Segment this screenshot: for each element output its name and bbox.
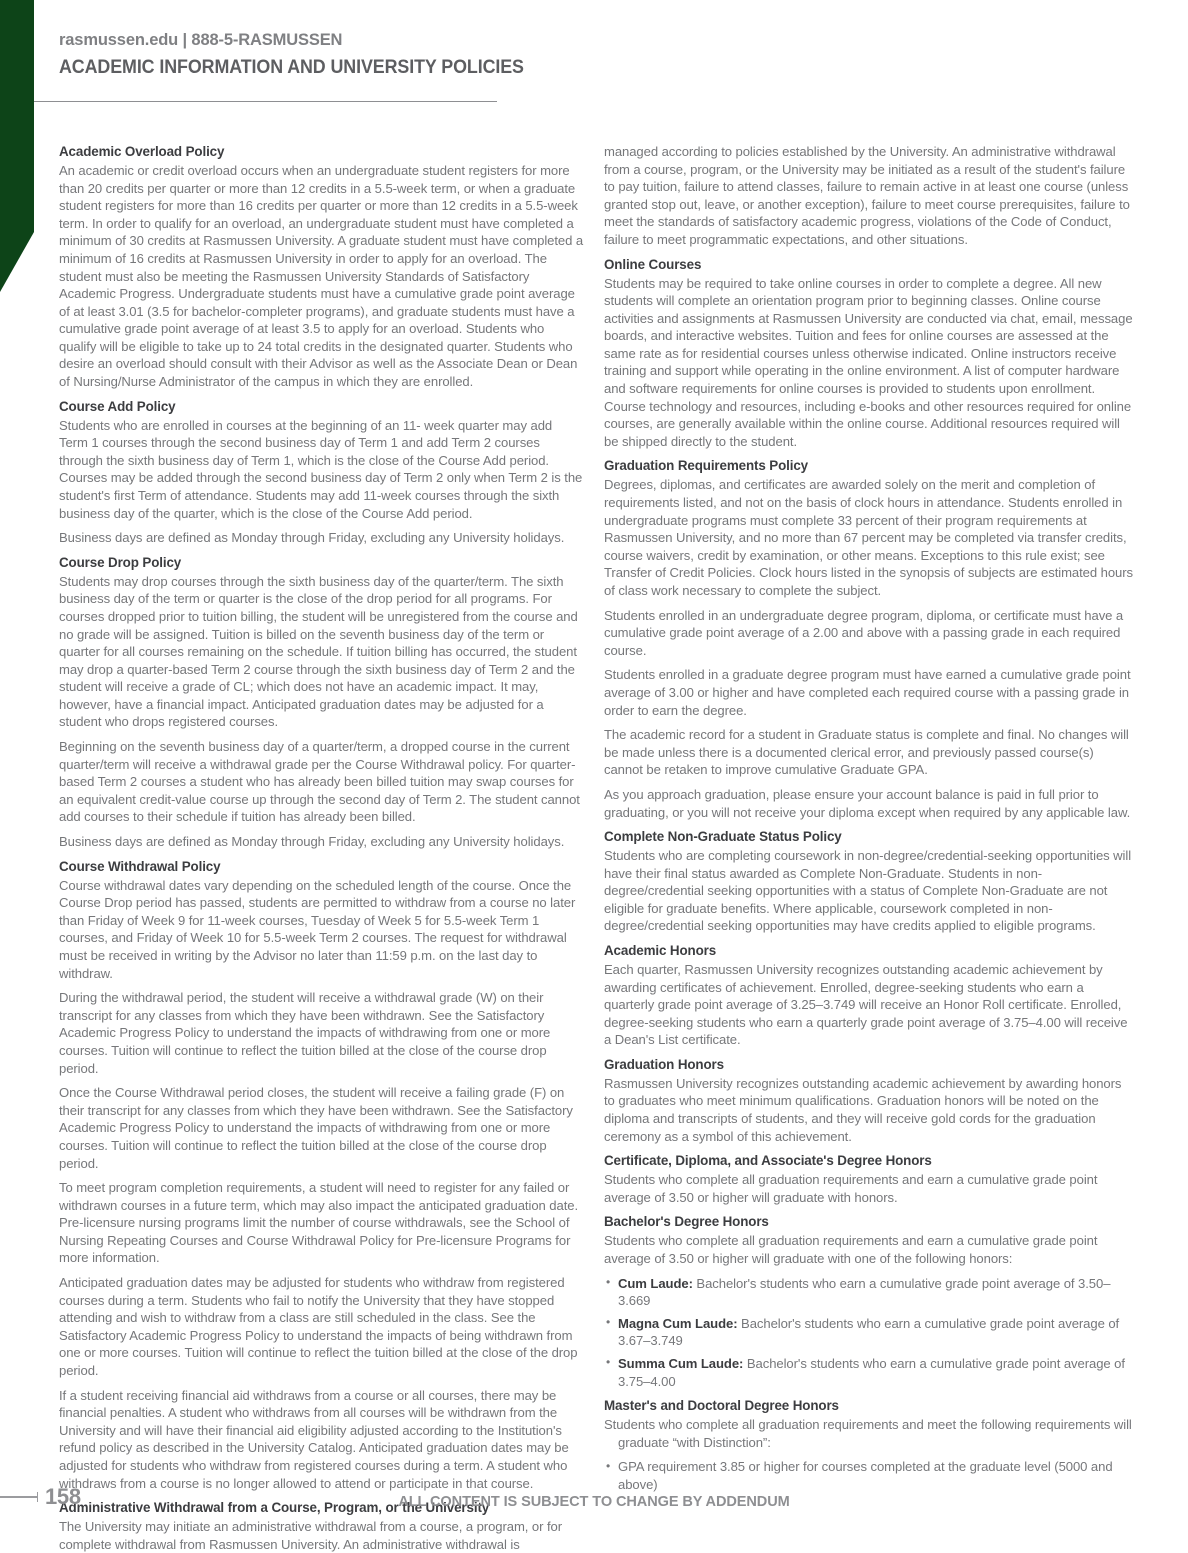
paragraph: Students who complete all graduation requirements and earn a cumulative grade point average of 3.50 or higher will graduate with honors. (604, 1172, 1098, 1205)
paragraph: The University may initiate an administrative withdrawal from a course, a program, or for complete withdrawal from Rasmussen University. An administrative withdrawal is (59, 1519, 563, 1552)
paragraph: To meet program completion requirements, a student will need to register for any failed or withdrawn courses in a future term, which may also impact the anticipated graduation date. Pre-licensure nursing programs limit the number of course withdrawals, see the School of Nursing Repeating Courses and Course Withdrawal Policy for Pre-licensure Programs for more information. (59, 1180, 579, 1266)
header-divider (34, 101, 497, 102)
paragraph: Students who complete all graduation requirements and earn a cumulative grade point average of 3.50 or higher will graduate with one of the following honors: (604, 1233, 1098, 1266)
header-contact-line: rasmussen.edu | 888-5-RASMUSSEN (59, 31, 343, 49)
section-heading-course-withdrawal-policy: Course Withdrawal Policy (59, 858, 221, 874)
left-column (59, 143, 584, 1553)
paragraph: Once the Course Withdrawal period closes, the student will receive a failing grade (F) on their transcript for any classes from which they have been withdrawn. See the Satisfactory Academic Progress Policy to understand the impacts of withdrawing from one or more courses. Tuition will continue to reflect the tuition billed at the close of the course drop period. (59, 1085, 573, 1171)
paragraph: Business days are defined as Monday through Friday, excluding any University holidays. (59, 834, 565, 850)
paragraph: Students who complete all graduation requirements and meet the following requirements will graduate “with Distinction”: (604, 1417, 1132, 1450)
paragraph: Degrees, diplomas, and certificates are awarded solely on the merit and completion of requirements listed, and not on the basis of clock hours in attendance. Students enrolled in undergraduate programs must complete 33 percent of their program requirements at Rasmussen University, and no more than 67 percent may be completed via transfer credits, course waivers, credit by examination, or other means. Exceptions to this rule exist; see Transfer of Credit Policies. Clock hours listed in the synopsis of subjects are estimated hours of class work necessary to complete the subject. (604, 477, 1133, 598)
section-heading-administrative-withdrawal: Administrative Withdrawal from a Course, Program, or the University (59, 1500, 490, 1516)
list-item (604, 1355, 1134, 1390)
paragraph: Students who are enrolled in courses at the beginning of an 11- week quarter may add Term 1 courses through the second business day of Term 1 and add Term 2 courses through the sixth business day of Term 1, which is the close of the Course Add period. Courses may be added through the second business day of Term 2 only when Term 2 is the student's first Term of attendance. Students may add 11-week courses through the sixth business day of the quarter, which is the close of the Course Add period. (59, 417, 583, 521)
section-heading-academic-overload-policy: Academic Overload Policy (59, 144, 225, 159)
section-heading-academic-honors: Academic Honors (604, 943, 717, 959)
right-column (604, 143, 1134, 1500)
section-heading-graduation-requirements-policy: Graduation Requirements Policy (604, 458, 809, 474)
section-heading-graduation-honors: Graduation Honors (604, 1056, 724, 1072)
list-item-term: Cum Laude: (618, 1275, 693, 1291)
paragraph: Beginning on the seventh business day of a quarter/term, a dropped course in the current quarter/term will receive a withdrawal grade per the Course Withdrawal policy. For quarter-based Term 2 courses a student who has already been billed tuition may swap courses for an equivalent credit-value course up through the second day of Term 2. The student cannot add courses to their schedule if tuition has already been billed. (59, 739, 580, 825)
paragraph: If a student receiving financial aid withdraws from a course or all courses, there may be financial penalties. A student who withdraws from all courses will be withdrawn from the University and will have their financial aid eligibility adjusted according to the Institution's refund policy as described in the University Catalog. Anticipated graduation dates may be adjusted for students who withdraw from registered courses during a term. A student who withdraws from a course is no longer allowed to attend or participate in that course. (59, 1387, 569, 1491)
paragraph: Business days are defined as Monday through Friday, excluding any University holidays. (59, 530, 565, 546)
list-item-text: Bachelor's students who earn a cumulative grade point average of 3.50–3.669 (618, 1275, 1111, 1309)
paragraph: The academic record for a student in Graduate status is complete and final. No changes will be made unless there is a documented clerical error, and previously passed course(s) cannot be retaken to improve cumulative Graduate GPA. (604, 727, 1129, 778)
list-item-term: Magna Cum Laude: (618, 1315, 738, 1331)
list-item (604, 1315, 1134, 1350)
paragraph: Students may drop courses through the sixth business day of the quarter/term. The sixth business day of the term or quarter is the close of the drop period for all programs. For courses dropped prior to tuition billing, the student will be unregistered from the course and no grade will be assigned. Tuition is billed on the seventh business day of the term or quarter for all courses remaining on the schedule. If tuition billing has occurred, the student may drop a quarter-based Term 2 course through the sixth business day of Term 2 and the student will receive a grade of CL; which does not have an academic impact. It may, however, have a financial impact. Anticipated graduation dates may be adjusted for a student who drops registered courses. (59, 573, 578, 730)
paragraph: Course withdrawal dates vary depending on the scheduled length of the course. Once the Course Drop period has passed, students are permitted to withdraw from a course no later than Friday of Week 9 for 11-week courses, Tuesday of Week 5 for 5.5-week Term 1 courses, and Friday of Week 10 for 5.5-week Term 2 courses. The request for withdrawal must be received in writing by the Advisor no later than 11:59 p.m. on the last day to withdraw. (59, 877, 576, 981)
list-item-text: GPA requirement 3.85 or higher for courses completed at the graduate level (5000 and above) (618, 1459, 1113, 1492)
list-item-text: Bachelor's students who earn a cumulative grade point average of 3.67–3.749 (618, 1315, 1120, 1349)
paragraph: Students who are completing coursework in non-degree/credential-seeking opportunities will have their final status awarded as Complete Non-Graduate. Students in non-degree/credential seeking opportunities with a status of Complete Non-Graduate are not eligible for graduate benefits. Where applicable, coursework completed in non-degree/credential seeking opportunities may have credits applied to eligible programs. (604, 848, 1132, 934)
paragraph: An academic or credit overload occurs when an undergraduate student registers for more than 20 credits per quarter or more than 12 credits in a 5.5-week term, or when a graduate student registers for more than 16 credits per quarter or more than 12 credits in a 5.5-week term. In order to qualify for an overload, an undergraduate student must have completed a minimum of 30 credits at Rasmussen University. A graduate student must have completed a minimum of 16 credits at Rasmussen University in order to apply for an overload. The student must also be meeting the Rasmussen University Standards of Satisfactory Academic Progress. Undergraduate students must have a cumulative grade point average of at least 3.01 (3.5 for bachelor-completer programs), and graduate students must have a cumulative grade point average of at least 3.5 to apply for an overload. Students who qualify will be eligible to take up to 24 total credits in the designated quarter. Students who desire an overload should consult with their Advisor as well as the Associate Dean or Dean of Nursing/Nurse Administrator of the campus in which they are enrolled. (59, 162, 584, 390)
list-item-text: Bachelor's students who earn a cumulative grade point average of 3.75–4.00 (618, 1355, 1125, 1389)
section-heading-certificate-diploma-associates-degree-honors: Certificate, Diploma, and Associate's Degree Honors (604, 1153, 932, 1169)
section-heading-bachelors-degree-honors: Bachelor's Degree Honors (604, 1214, 769, 1230)
paragraph: Anticipated graduation dates may be adjusted for students who withdraw from registered courses during a term. Students who fail to notify the University that they have stopped attending and wish to withdraw from a class are still scheduled in the class. See the Satisfactory Academic Progress Policy to understand the impacts of being withdrawn from one or more courses. Tuition will continue to reflect the tuition billed at the close of the drop period. (59, 1275, 578, 1379)
footer-disclaimer: ALL CONTENT IS SUBJECT TO CHANGE BY ADDENDUM (398, 1493, 790, 1510)
paragraph: As you approach graduation, please ensure your account balance is paid in full prior to graduating, or you will not receive your diploma except when required by any applicable law. (604, 786, 1131, 820)
paragraph: Students enrolled in a graduate degree program must have earned a cumulative grade point average of 3.00 or higher and have completed each required course with a passing grade in order to earn the degree. (604, 667, 1131, 718)
paragraph: During the withdrawal period, the student will receive a withdrawal grade (W) on their transcript for any classes from which they have been withdrawn. See the Satisfactory Academic Progress Policy to understand the impacts of withdrawing from one or more courses. Tuition will continue to reflect the tuition billed at the close of the course drop period. (59, 990, 551, 1076)
section-heading-complete-non-graduate-status-policy: Complete Non-Graduate Status Policy (604, 829, 842, 845)
page-title: ACADEMIC INFORMATION AND UNIVERSITY POLICIES (59, 56, 524, 78)
page-number: 158 (45, 1484, 81, 1509)
page-header (59, 30, 524, 79)
paragraph: Students may be required to take online courses in order to complete a degree. All new students will complete an orientation program prior to beginning classes. Online course activities and assignments at Rasmussen University are conducted via chat, email, message boards, and interactive websites. Tuition and fees for online courses are assessed at the same rate as for residential courses unless otherwise indicated. Online instructors receive training and support while operating in the online environment. A list of computer hardware and software requirements for online courses is provided to students upon enrollment. Course technology and resources, including e-books and other resources required for online courses, are generally available within the online course. Additional resources required will be shipped directly to the student. (604, 275, 1133, 449)
section-heading-course-add-policy: Course Add Policy (59, 398, 176, 414)
paragraph: Each quarter, Rasmussen University recognizes outstanding academic achievement by awarding certificates of achievement. Enrolled, degree-seeking students who earn a quarterly grade point average of 3.25–3.749 will receive an Honor Roll certificate. Enrolled, degree-seeking students who earn a quarterly grade point average of 3.75–4.00 will receive a Dean's List certificate. (604, 961, 1128, 1048)
list-item-term: Summa Cum Laude: (618, 1355, 744, 1371)
bachelors-honors-list (604, 1275, 1134, 1391)
list-item (604, 1275, 1134, 1310)
section-heading-masters-doctoral-degree-honors: Master's and Doctoral Degree Honors (604, 1398, 839, 1414)
green-accent-tab (0, 0, 34, 292)
section-heading-online-courses: Online Courses (604, 256, 702, 272)
section-heading-course-drop-policy: Course Drop Policy (59, 554, 182, 570)
paragraph: Rasmussen University recognizes outstanding academic achievement by awarding honors to graduates who meet minimum qualifications. Graduation honors will be noted on the diploma and transcripts of students, and they will receive gold cords for the graduation ceremony as a symbol of this achievement. (604, 1075, 1122, 1144)
paragraph: Students enrolled in an undergraduate degree program, diploma, or certificate must have a cumulative grade point average of a 2.00 and above with a passing grade in each required course. (604, 607, 1124, 658)
paragraph: managed according to policies established by the University. An administrative withdrawal from a course, program, or the University may be initiated as a result of the student's failure to pay tuition, failure to attend classes, failure to remain active in at least one course (unless granted stop out, leave, or another exception), failure to meet course prerequisites, failure to meet the standards of satisfactory academic progress, violations of the Code of Conduct, failure to meet programmatic expectations, and other situations. (604, 144, 1130, 247)
page-footer (0, 1476, 1188, 1548)
